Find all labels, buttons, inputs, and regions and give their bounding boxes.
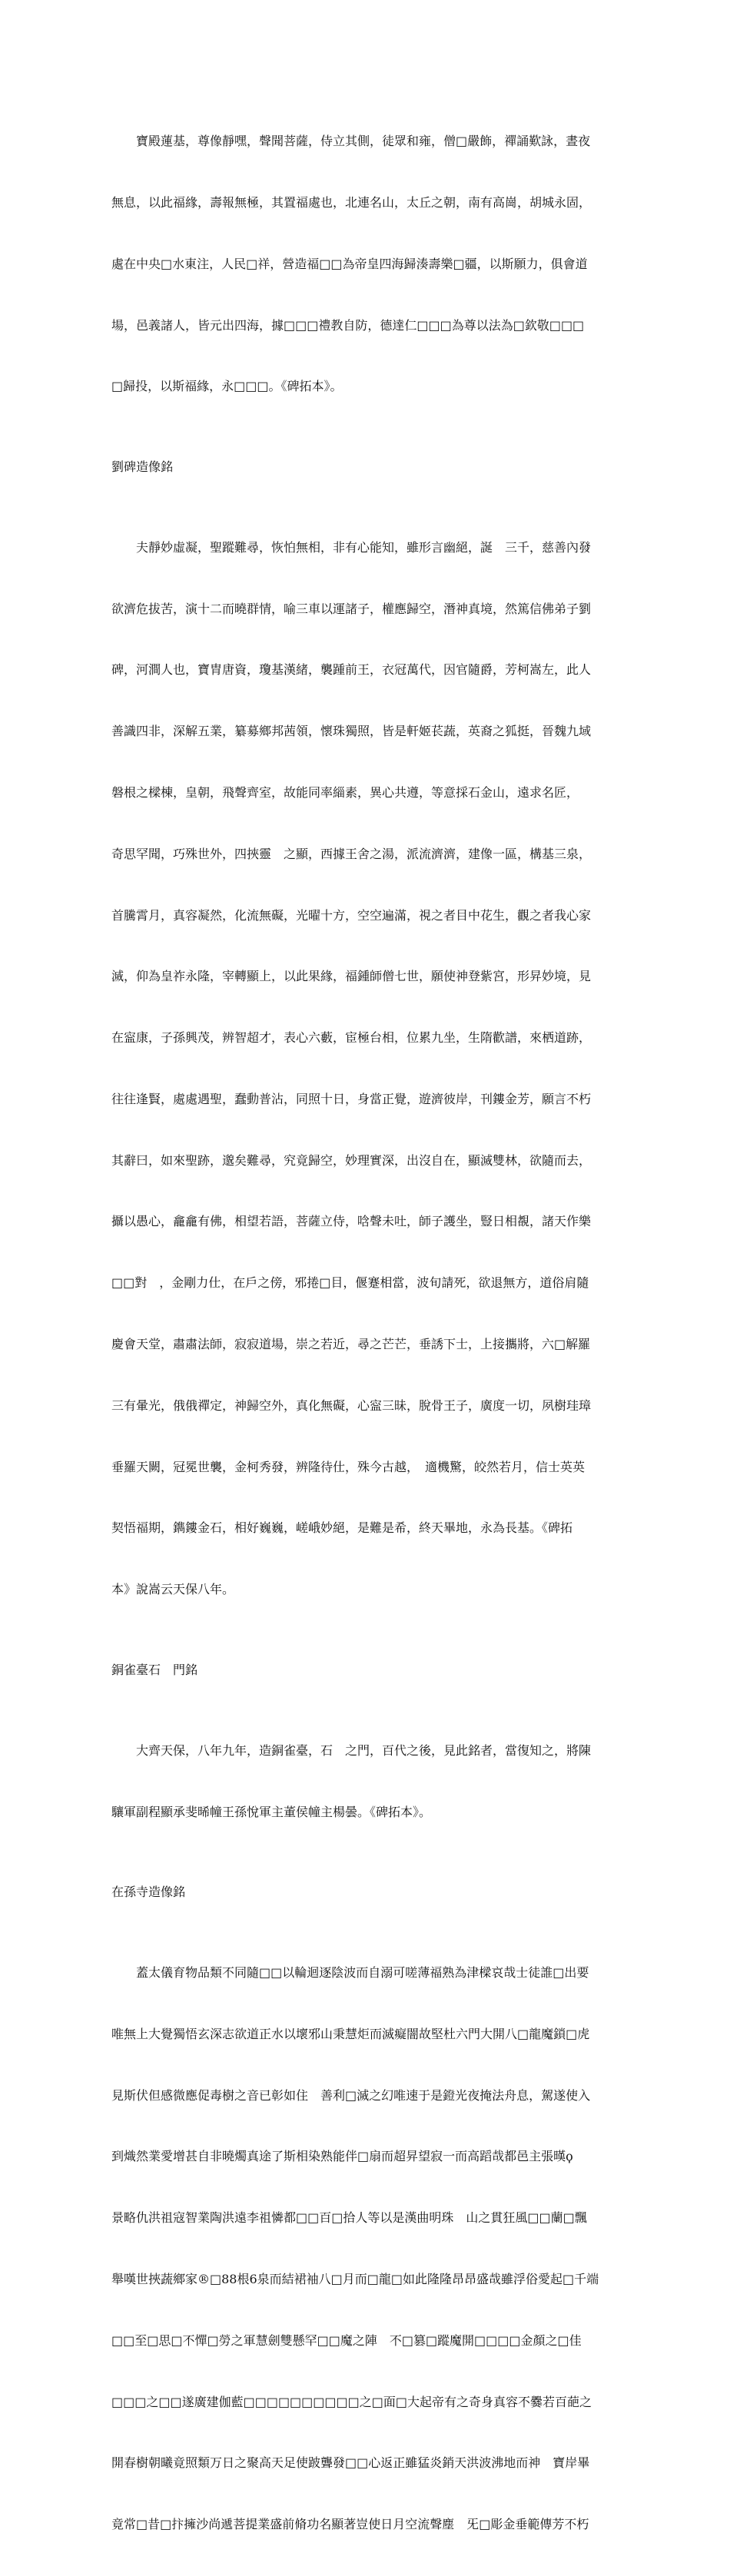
section-heading: 銅雀臺石 門銘 xyxy=(111,1662,198,1677)
text-line: 場，邑義諸人，皆元出四海，據□□□禮教自防，德達仁□□□為尊以法為□欽敬□□□ xyxy=(111,317,585,333)
text-line: □歸投，以斯福緣，永□□□。《碑拓本》。 xyxy=(111,379,343,394)
text-line: 碑，河澗人也，寶胄唐資，瓊基漢緒，襲踵前王，衣冠萬代，因官隨爵，芳柯嵩左，此人 xyxy=(111,662,592,678)
text-line: 夫靜妙虛凝，聖蹤難尋，恢怕無相，非有心能知，雖形言幽絕，誕 三千，慈善內發 xyxy=(111,539,592,555)
text-line: 慶會天堂，肅肅法師，寂寂道場，崇之若近，尋之芒芒，垂誘下士，上接攜將，六□解羅 xyxy=(111,1337,591,1352)
text-line: 善識四非，深解五業，纂募鄉邦茜領，懷珠獨照，皆是軒姬苌蔬，英裔之狐挺，晉魏九域 xyxy=(111,724,592,739)
section-3 xyxy=(111,1660,622,1863)
text-line: 往往逢賢，處處遇聖，蠢動普沾，同照十日，身當正覺，遊濟彼岸，刊鏤金芳，願言不朽 xyxy=(111,1091,592,1106)
section-2 xyxy=(111,457,622,1641)
text-line: 垂羅天闕，冠冕世襲，金柯秀發，辨隆待仕，殊今古越， 適機驚，皎然若月，信士英英 xyxy=(111,1459,586,1474)
section-heading: 在孫寺造像銘 xyxy=(111,1885,186,1900)
text-line: 見斯伏但感微應促毒樹之音已彰如住 善利□滅之幻唯速于是鐙光夜掩法舟息，駕遂使入 xyxy=(111,2087,591,2103)
text-line: 磐根之樑棟，皇朝，飛聲齊室，故能同率緇素，異心共遵，等意採石金山，遠求名匠， xyxy=(111,785,579,800)
text-line: 驤軍副程顯承斐晞幢王孫悅軍主董侯幢主楊曇。《碑拓本》。 xyxy=(111,1804,432,1819)
text-line: 寶殿蓮基，尊像靜嘿，聲聞菩薩，侍立其側，徒眾和雍，僧□嚴飾，禪誦歎詠，晝夜 xyxy=(111,134,591,149)
text-line: 景略仇洪祖寇智業陶洪遠李祖憐都□□百□拾人等以是漢曲明珠 山之貫狂風□□蘭□飄 xyxy=(111,2210,587,2226)
text-line: 攝以愚心，龕龕有佛，相望若語，菩薩立侍，唅聲未吐，師子護坐，豎日相覩，諸天作樂 xyxy=(111,1214,592,1229)
text-line: □□對 ，金剛力仕，在戶之傍，邪捲□目，偃蹇相當，波旬請死，欲退無方，道俗肩隨 xyxy=(111,1275,589,1291)
paragraph-1 xyxy=(111,91,622,438)
text-line: □□□之□□遂廣建伽藍□□□□□□□□□□之□面□大起帝有之奇身真容不爨若百葩之 xyxy=(111,2394,592,2409)
text-line: 唯無上大覺獨悟玄深志欲道正水以壞邪山秉慧炬而滅癡闇故堅杜六門大開八□龍魔鎖□虎 xyxy=(111,2026,590,2041)
paragraph-2 xyxy=(111,497,622,1641)
text-line: 首騰霄月，真容凝然，化流無礙，光曜十方，空空遍滿，視之者目中花生，觀之者我心家 xyxy=(111,907,592,923)
text-line: 處在中央□水東注，人民□祥，營造福□□為帝皇四海歸湊壽樂□疆，以斯願力，俱會道 xyxy=(111,256,588,271)
text-line: 無息，以此福緣，壽報無極，其置福處也，北連名山，太丘之朝，南有高崗，胡城永固， xyxy=(111,194,592,210)
text-line: 蓋太儀育物品類不同隨□□以輪迴逐陰波而自溺可嗟薄福熟為津樑哀哉士徒誰□出要 xyxy=(111,1965,589,1981)
section-heading: 劉碑造像銘 xyxy=(111,459,174,475)
paragraph-3 xyxy=(111,1700,622,1864)
text-line: 欲濟危拔苦，演十二而曉群情，喻三車以運諸子，權應歸空，潛神真境，然篤信佛弟子劉 xyxy=(111,601,592,616)
text-line: 奇思罕聞，巧殊世外，四挾靈 之顯，西據王舍之湯，派流濟濟，建像一區，構基三泉， xyxy=(111,846,592,861)
text-line: 滅，仰為皇祚永隆，宰轉顯上，以此果緣，福鍾師僧七世，願使神登紫宮，形昇妙境，見 xyxy=(111,969,592,984)
section-1 xyxy=(111,91,622,438)
text-line: 到熾然業愛增甚自非曉燭真途了斯相染熟能伴□扇而超昇望寂一而高蹈哉都邑主張暵ϙ xyxy=(111,2149,573,2164)
text-line: 竟常□昔□抃擁沙尚遞菩提業盛前脩功名顯著豈使日月空流聲塵 旡□彫金垂範傳芳不朽 xyxy=(111,2517,589,2532)
section-4 xyxy=(111,1882,622,2576)
text-line: 開春樹朝曦竟照類万日之聚高天足使跛聾發□□心返正雖猛炎銷天洪波沸地而神 寶岸畢 xyxy=(111,2455,590,2471)
text-line: □□至□思□不憚□勞之軍慧劍雙懸罕□□魔之陣 不□篡□蹤魔開□□□□金顏之□佳 xyxy=(111,2332,582,2348)
paragraph-4 xyxy=(111,1922,622,2576)
text-line: 本》說嵩云天保八年。 xyxy=(111,1582,235,1597)
text-line: 三有暈光，俄俄禪定，神歸空外，真化無礙，心寍三昧，脫骨王子，廣度一切，夙樹珪璋 xyxy=(111,1397,592,1413)
document-page xyxy=(111,91,622,2576)
text-line: 大齊天保，八年九年，造銅雀臺，石 之門，百代之後，見此銘者，當復知之，將陳 xyxy=(111,1742,592,1758)
text-line: 在寍康，子孫興茂，辨智超才，表心六藪，宦極台相，位累九坐，生隋歡譜，來栖道跡， xyxy=(111,1030,592,1046)
text-line: 契悟福期，鐫鏤金石，相好巍巍，嵯峨妙絕，是難是希，終天畢地，永為長基。《碑拓 xyxy=(111,1520,573,1536)
text-line: 其辭曰，如來聖跡，邈矣難尋，究竟歸空，妙理實深，出沒自在，顯滅雙林，欲隨而去， xyxy=(111,1152,592,1168)
text-line: 舉嘆世挾蔬鄉家®□88根6泉而結裙袖八□月而□龍□如此隆隆昂昂盛哉雖浮俗愛起□千端 xyxy=(111,2271,599,2286)
